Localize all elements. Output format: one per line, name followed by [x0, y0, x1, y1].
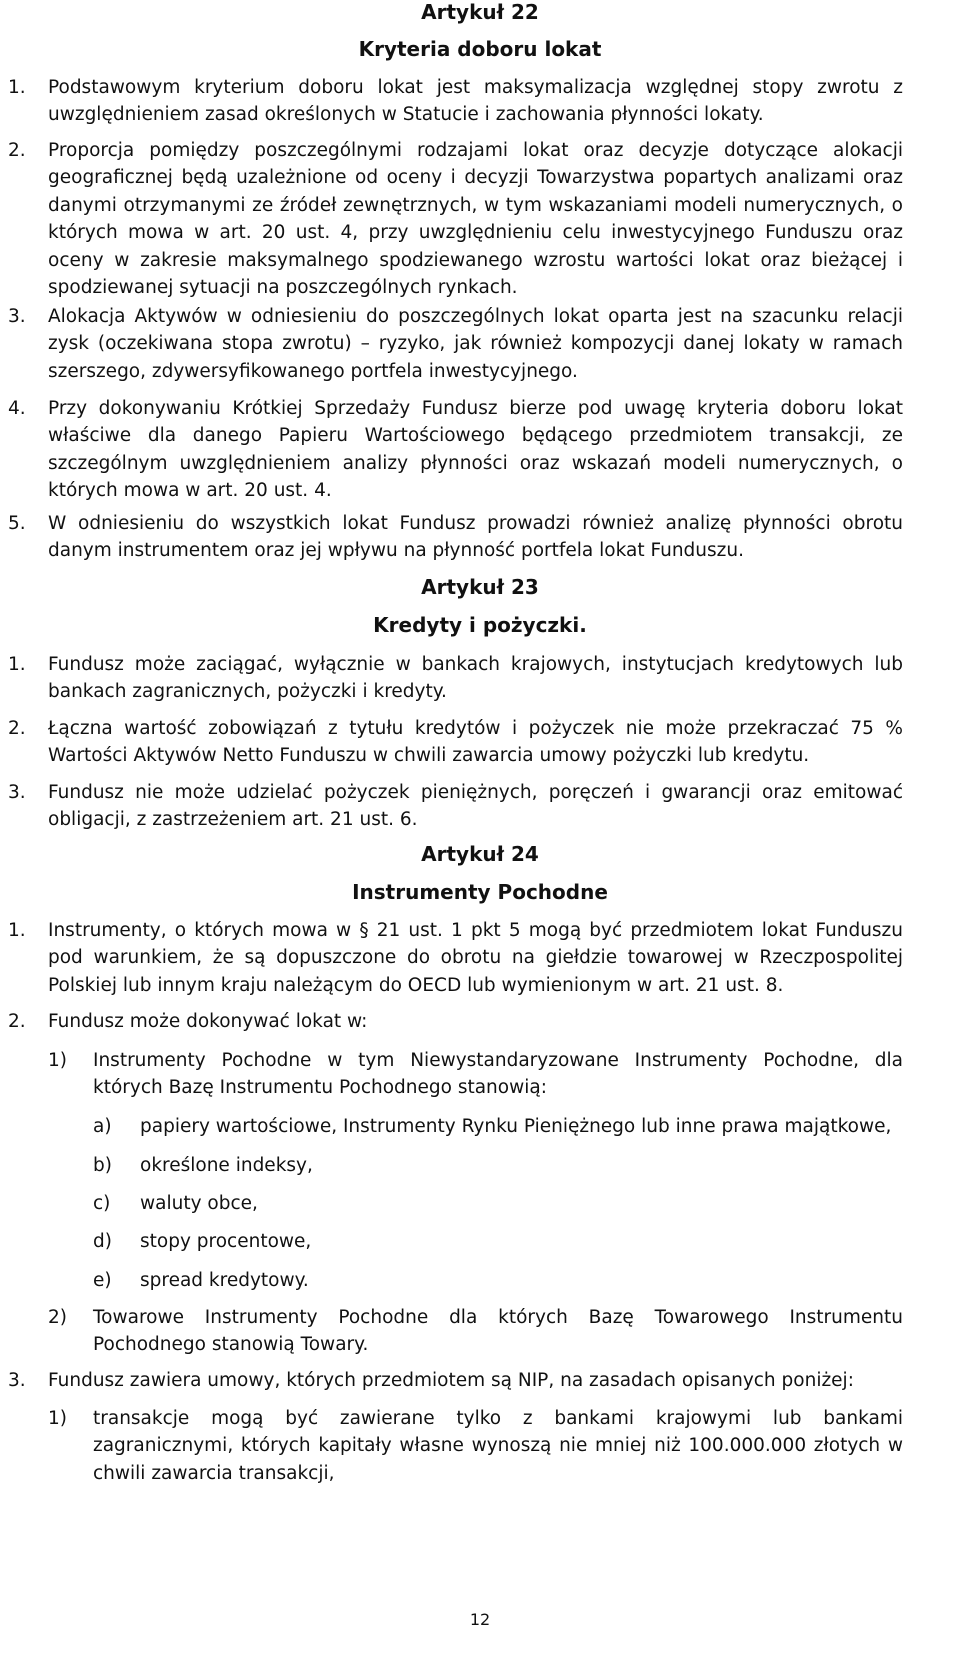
- item-number: 3.: [8, 1370, 26, 1391]
- letter-item-number: d): [93, 1231, 112, 1252]
- paragraph: Fundusz może dokonywać lokat w:: [48, 1011, 368, 1032]
- article-22-subtitle: Kryteria doboru lokat: [358, 37, 602, 61]
- sub-paragraph: Towarowe Instrumenty Pochodne dla których Bazę Towarowego Instrumentu Pochodnego stanowią Towary.: [93, 1307, 903, 1356]
- letter-item-number: a): [93, 1116, 112, 1137]
- letter-paragraph: papiery wartościowe, Instrumenty Rynku Pieniężnego lub inne prawa majątkowe,: [140, 1116, 892, 1137]
- letter-item-number: c): [93, 1193, 111, 1214]
- letter-item-number: e): [93, 1270, 112, 1291]
- paragraph: Fundusz może zaciągać, wyłącznie w bankach krajowych, instytucjach kredytowych lub bankach zagranicznych, pożyczki i kredyty.: [48, 654, 903, 703]
- letter-paragraph: spread kredytowy.: [140, 1270, 309, 1291]
- paragraph: Instrumenty, o których mowa w § 21 ust. 1 pkt 5 mogą być przedmiotem lokat Funduszu pod warunkiem, że są dopuszczone do obrotu na giełdzie towarowej w Rzeczpospolitej Polskiej lub innym kraju należącym do OECD lub wymienionym w art. 21 ust. 8.: [48, 920, 903, 996]
- item-number: 1.: [8, 77, 26, 98]
- sub-item-number: 1): [48, 1050, 67, 1071]
- item-number: 2.: [8, 1011, 26, 1032]
- article-24-subtitle: Instrumenty Pochodne: [352, 880, 608, 904]
- item-number: 2.: [8, 718, 26, 739]
- letter-item-number: b): [93, 1155, 112, 1176]
- item-number: 1.: [8, 920, 26, 941]
- article-22-title: Artykuł 22: [421, 0, 539, 24]
- paragraph: Fundusz zawiera umowy, których przedmiotem są NIP, na zasadach opisanych poniżej:: [48, 1370, 854, 1391]
- item-number: 1.: [8, 654, 26, 675]
- item-number: 3.: [8, 782, 26, 803]
- paragraph: Alokacja Aktywów w odniesieniu do poszczególnych lokat oparta jest na szacunku relacji zysk (oczekiwana stopa zwrotu) – ryzyko, jak również kompozycji danej lokaty w ramach szerszego, zdywersyfikowanego portfela inwestycyjnego.: [48, 306, 903, 382]
- article-23-subtitle: Kredyty i pożyczki.: [373, 613, 587, 637]
- sub-item-number: 2): [48, 1307, 67, 1328]
- item-number: 2.: [8, 140, 26, 161]
- paragraph: Podstawowym kryterium doboru lokat jest maksymalizacja względnej stopy zwrotu z uwzględnieniem zasad określonych w Statucie i zachowania płynności lokaty.: [48, 77, 903, 126]
- item-number: 4.: [8, 398, 26, 419]
- letter-paragraph: waluty obce,: [140, 1193, 258, 1214]
- paragraph: Łączna wartość zobowiązań z tytułu kredytów i pożyczek nie może przekraczać 75 % Wartości Aktywów Netto Funduszu w chwili zawarcia umowy pożyczki lub kredytu.: [48, 718, 903, 767]
- paragraph: Proporcja pomiędzy poszczególnymi rodzajami lokat oraz decyzje dotyczące alokacji geograficznej będą uzależnione od oceny i decyzji Towarzystwa popartych analizami oraz danymi otrzymanymi ze źródeł zewnętrznych, w tym wskazaniami modeli numerycznych, o których mowa w art. 20 ust. 4, przy uwzględnieniu celu inwestycyjnego Funduszu oraz oceny w zakresie maksymalnego spodziewanego wzrostu wartości lokat oraz bieżącej i spodziewanej sytuacji na poszczególnych rynkach.: [48, 140, 903, 299]
- paragraph: W odniesieniu do wszystkich lokat Fundusz prowadzi również analizę płynności obrotu danym instrumentem oraz jej wpływu na płynność portfela lokat Funduszu.: [48, 513, 903, 562]
- sub-item-number: 1): [48, 1408, 67, 1429]
- paragraph: Przy dokonywaniu Krótkiej Sprzedaży Fundusz bierze pod uwagę kryteria doboru lokat właściwe dla danego Papieru Wartościowego będącego przedmiotem transakcji, ze szczególnym uwzględnieniem analizy płynności oraz wskazań modeli numerycznych, o których mowa w art. 20 ust. 4.: [48, 398, 903, 502]
- sub-paragraph: transakcje mogą być zawierane tylko z bankami krajowymi lub bankami zagranicznymi, których kapitały własne wynoszą nie mniej niż 100.000.000 złotych w chwili zawarcia transakcji,: [93, 1408, 903, 1484]
- article-23-title: Artykuł 23: [421, 575, 539, 599]
- page-number: 12: [469, 1610, 491, 1629]
- sub-paragraph: Instrumenty Pochodne w tym Niewystandaryzowane Instrumenty Pochodne, dla których Bazę Instrumentu Pochodnego stanowią:: [93, 1050, 903, 1099]
- item-number: 3.: [8, 306, 26, 327]
- letter-paragraph: określone indeksy,: [140, 1155, 313, 1176]
- letter-paragraph: stopy procentowe,: [140, 1231, 312, 1252]
- item-number: 5.: [8, 513, 26, 534]
- paragraph: Fundusz nie może udzielać pożyczek pieniężnych, poręczeń i gwarancji oraz emitować obligacji, z zastrzeżeniem art. 21 ust. 6.: [48, 782, 903, 831]
- article-24-title: Artykuł 24: [421, 842, 539, 866]
